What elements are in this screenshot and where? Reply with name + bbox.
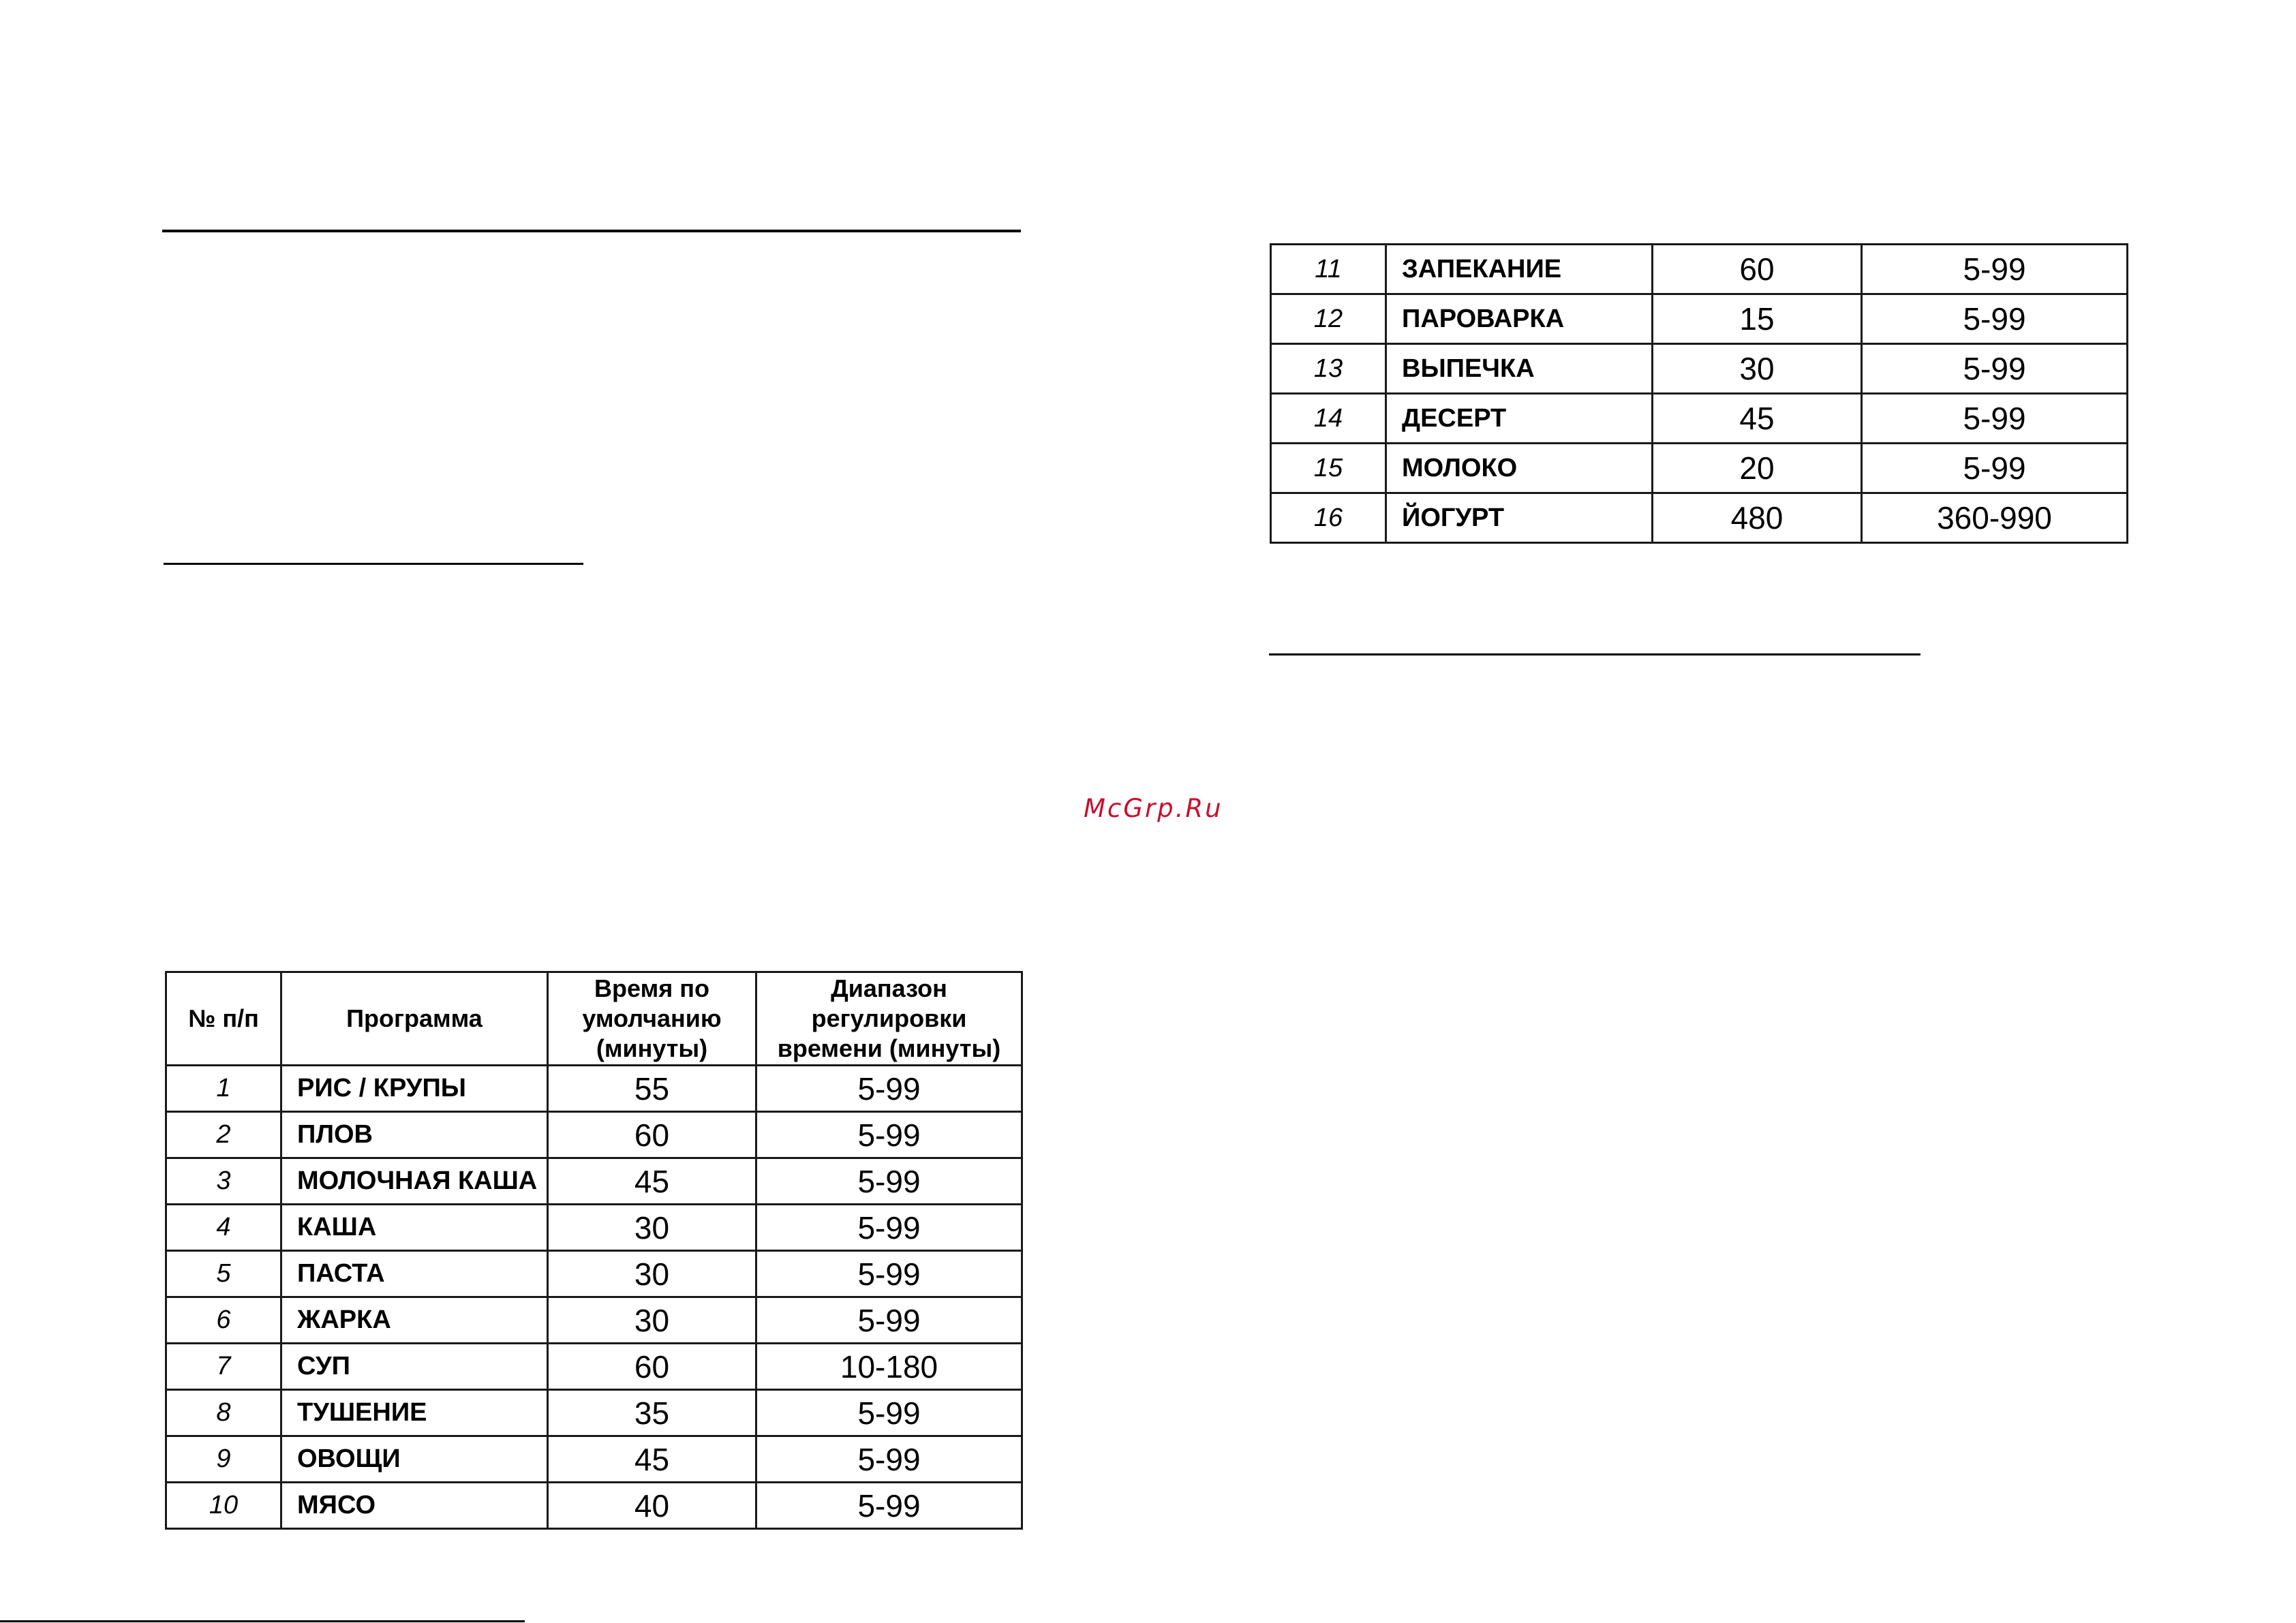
row-number: 4 bbox=[166, 1205, 281, 1251]
program-name: ОВОЩИ bbox=[281, 1436, 548, 1483]
program-name: МЯСО bbox=[281, 1483, 548, 1529]
program-name: ТУШЕНИЕ bbox=[281, 1390, 548, 1436]
header-default-time: Время по умолчанию (минуты) bbox=[548, 972, 756, 1066]
default-time: 60 bbox=[548, 1344, 756, 1390]
time-range: 5-99 bbox=[756, 1390, 1022, 1436]
time-range: 5-99 bbox=[756, 1297, 1022, 1344]
table-row bbox=[166, 1205, 1022, 1251]
time-range: 5-99 bbox=[1862, 294, 2128, 344]
row-number: 12 bbox=[1271, 294, 1386, 344]
default-time: 15 bbox=[1653, 294, 1862, 344]
program-name: ЗАПЕКАНИЕ bbox=[1386, 245, 1653, 294]
table-row bbox=[1271, 493, 2128, 543]
table-row bbox=[1271, 444, 2128, 493]
row-number: 1 bbox=[166, 1066, 281, 1112]
row-number: 15 bbox=[1271, 444, 1386, 493]
default-time: 40 bbox=[548, 1483, 756, 1529]
table-row bbox=[166, 1344, 1022, 1390]
programs-table-part-1 bbox=[165, 971, 1023, 1530]
table-row bbox=[166, 1112, 1022, 1158]
program-name: ДЕСЕРТ bbox=[1386, 394, 1653, 444]
row-number: 11 bbox=[1271, 245, 1386, 294]
time-range: 5-99 bbox=[756, 1158, 1022, 1205]
default-time: 55 bbox=[548, 1066, 756, 1112]
default-time: 60 bbox=[548, 1112, 756, 1158]
program-name: КАША bbox=[281, 1205, 548, 1251]
divider-rule bbox=[162, 230, 1021, 232]
row-number: 14 bbox=[1271, 394, 1386, 444]
default-time: 45 bbox=[548, 1436, 756, 1483]
table-row bbox=[1271, 394, 2128, 444]
divider-rule bbox=[1269, 653, 1920, 655]
default-time: 30 bbox=[548, 1205, 756, 1251]
default-time: 30 bbox=[1653, 344, 1862, 394]
program-name: МОЛОКО bbox=[1386, 444, 1653, 493]
table-row bbox=[166, 1436, 1022, 1483]
default-time: 30 bbox=[548, 1297, 756, 1344]
time-range: 5-99 bbox=[756, 1112, 1022, 1158]
table-row bbox=[166, 1483, 1022, 1529]
default-time: 20 bbox=[1653, 444, 1862, 493]
table-row bbox=[166, 1066, 1022, 1112]
time-range: 5-99 bbox=[1862, 245, 2128, 294]
row-number: 7 bbox=[166, 1344, 281, 1390]
divider-rule bbox=[0, 1620, 525, 1622]
program-name: ПАСТА bbox=[281, 1251, 548, 1297]
program-name: МОЛОЧНАЯ КАША bbox=[281, 1158, 548, 1205]
table-row bbox=[166, 1158, 1022, 1205]
time-range: 5-99 bbox=[756, 1251, 1022, 1297]
table-row bbox=[1271, 294, 2128, 344]
program-name: ВЫПЕЧКА bbox=[1386, 344, 1653, 394]
row-number: 6 bbox=[166, 1297, 281, 1344]
row-number: 16 bbox=[1271, 493, 1386, 543]
default-time: 45 bbox=[548, 1158, 756, 1205]
table-row bbox=[166, 1390, 1022, 1436]
row-number: 10 bbox=[166, 1483, 281, 1529]
table-row bbox=[166, 1297, 1022, 1344]
default-time: 45 bbox=[1653, 394, 1862, 444]
time-range: 5-99 bbox=[1862, 344, 2128, 394]
time-range: 5-99 bbox=[756, 1205, 1022, 1251]
table-header-row bbox=[166, 972, 1022, 1066]
program-name: ЙОГУРТ bbox=[1386, 493, 1653, 543]
row-number: 2 bbox=[166, 1112, 281, 1158]
watermark: McGrp.Ru bbox=[1084, 794, 1223, 823]
table-row bbox=[1271, 245, 2128, 294]
header-program: Программа bbox=[281, 972, 548, 1066]
header-time-range: Диапазон регулировки времени (минуты) bbox=[756, 972, 1022, 1066]
program-name: СУП bbox=[281, 1344, 548, 1390]
time-range: 5-99 bbox=[756, 1066, 1022, 1112]
time-range: 10-180 bbox=[756, 1344, 1022, 1390]
program-name: РИС / КРУПЫ bbox=[281, 1066, 548, 1112]
time-range: 5-99 bbox=[756, 1436, 1022, 1483]
default-time: 35 bbox=[548, 1390, 756, 1436]
program-name: ЖАРКА bbox=[281, 1297, 548, 1344]
time-range: 5-99 bbox=[1862, 394, 2128, 444]
row-number: 9 bbox=[166, 1436, 281, 1483]
time-range: 5-99 bbox=[756, 1483, 1022, 1529]
time-range: 5-99 bbox=[1862, 444, 2128, 493]
divider-rule bbox=[164, 563, 583, 565]
time-range: 360-990 bbox=[1862, 493, 2128, 543]
header-num: № п/п bbox=[166, 972, 281, 1066]
row-number: 13 bbox=[1271, 344, 1386, 394]
default-time: 60 bbox=[1653, 245, 1862, 294]
row-number: 8 bbox=[166, 1390, 281, 1436]
default-time: 30 bbox=[548, 1251, 756, 1297]
row-number: 5 bbox=[166, 1251, 281, 1297]
table-row bbox=[1271, 344, 2128, 394]
table-row bbox=[166, 1251, 1022, 1297]
default-time: 480 bbox=[1653, 493, 1862, 543]
program-name: ПАРОВАРКА bbox=[1386, 294, 1653, 344]
program-name: ПЛОВ bbox=[281, 1112, 548, 1158]
programs-table-part-2 bbox=[1270, 243, 2128, 544]
row-number: 3 bbox=[166, 1158, 281, 1205]
